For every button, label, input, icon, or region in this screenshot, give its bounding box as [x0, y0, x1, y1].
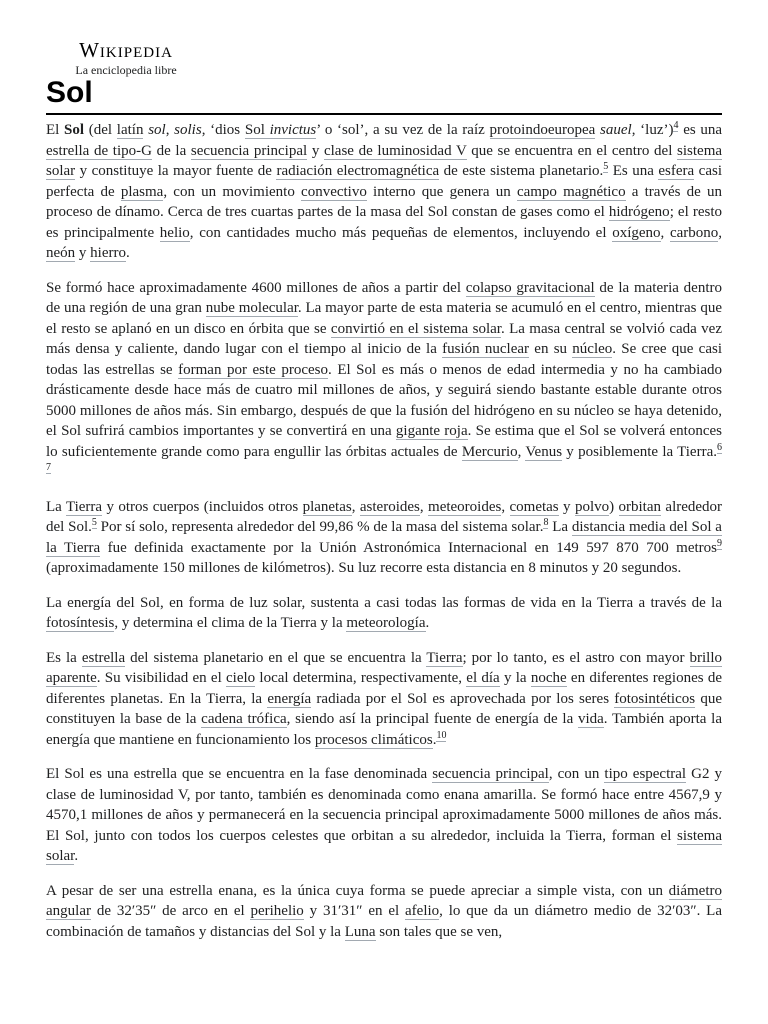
link-luna[interactable]: Luna	[344, 923, 376, 940]
link-perihelio[interactable]: perihelio	[250, 903, 304, 919]
link-gigante-roja[interactable]: gigante roja	[395, 423, 468, 439]
link-tierra[interactable]: Tierra	[65, 498, 103, 515]
link-carbono[interactable]: carbono	[669, 224, 719, 241]
link-latin[interactable]: latín	[116, 122, 144, 138]
link-protoindoeuropea[interactable]: protoindoeuropea	[489, 122, 596, 138]
link-afelio[interactable]: afelio	[405, 903, 440, 919]
link-sistema-solar[interactable]: sistema solar	[46, 142, 723, 179]
link-estrella-tipo-g[interactable]: estrella de tipo-G	[46, 142, 152, 159]
link-dia[interactable]: el día	[466, 670, 500, 686]
link-mercurio[interactable]: Mercurio	[461, 443, 518, 460]
page-title: Sol	[46, 76, 93, 109]
link-polvo[interactable]: polvo	[574, 498, 610, 515]
link-noche[interactable]: noche	[530, 670, 567, 686]
title-divider	[46, 113, 722, 115]
paragraph-3: La Tierra y otros cuerpos (incluidos otros planetas, asteroides, meteoroides, cometas y polvo) orbitan alrededor del Sol.$^5$ Por sí solo, representa alrededor del 99,86 % de la masa del sistema solar.$^8$ La distancia media del Sol a la Tierra fue definida exactamente por la Unión Astronómica Internacional en 149 597 870 700 metros$^9$ (aproximadamente 150 millones de kilómetros). Su luz recorre esta distancia en 8 minutos y 20 segundos.	[46, 498, 723, 576]
link-forman-proceso[interactable]: forman por este proceso	[178, 361, 329, 378]
link-sol-invictus[interactable]: Sol invictus	[244, 122, 317, 138]
paragraph-5: Es la estrella del sistema planetario en el que se encuentra la Tierra; por lo tanto, es el astro con mayor brillo aparente. Su visibilidad en el cielo local determina, respectivamente, el día y la noche en diferentes regiones de diferentes planetas. En la Tierra, la energía radiada por el Sol es aprovechada por los seres fotosintéticos que constituyen la base de la cadena trófica, siendo así la principal fuente de energía de la vida. También aporta la energía que mantiene en funcionamiento los procesos climáticos.$^{10}$	[46, 649, 723, 748]
wikipedia-tagline: La enciclopedia libre	[75, 63, 177, 77]
link-fotosintesis[interactable]: fotosíntesis	[46, 615, 115, 631]
paragraph-4: La energía del Sol, en forma de luz solar, sustenta a casi todas las formas de vida en la Tierra a través de la fotosíntesis, y determina el clima de la Tierra y la meteorología.	[46, 594, 722, 631]
wikipedia-logo[interactable]	[66, 40, 186, 76]
link-cielo[interactable]: cielo	[226, 670, 256, 686]
link-vida[interactable]: vida	[577, 711, 604, 727]
wikipedia-wordmark: Wikipedia	[79, 38, 173, 62]
ref-9[interactable]: 9	[717, 537, 722, 549]
link-radiacion[interactable]: radiación electromagnética	[276, 163, 440, 179]
link-fotosinteticos[interactable]: fotosintéticos	[614, 690, 696, 707]
link-distancia-media[interactable]: distancia media del Sol a la Tierra	[46, 519, 722, 556]
ref-5[interactable]: 5	[603, 161, 609, 172]
link-meteoroides[interactable]: meteoroides	[428, 498, 502, 515]
link-secuencia-principal[interactable]: secuencia principal	[190, 142, 308, 159]
link-convirtio-sistema-solar[interactable]: convirtió en el sistema solar	[330, 320, 501, 337]
link-clase-luminosidad[interactable]: clase de luminosidad V	[323, 142, 467, 159]
link-brillo-aparente[interactable]: brillo aparente	[46, 649, 723, 686]
article-body	[46, 120, 722, 956]
link-secuencia-principal-2[interactable]: secuencia principal	[432, 766, 549, 782]
link-hierro[interactable]: hierro	[90, 245, 126, 261]
article-subject-bold: Sol	[64, 122, 85, 138]
link-campo-magnetico[interactable]: campo magnético	[516, 183, 626, 200]
link-meteorologia[interactable]: meteorología	[346, 615, 426, 631]
link-diametro-angular[interactable]: diámetro angular	[46, 882, 722, 919]
ref-5[interactable]: 5	[91, 517, 97, 528]
link-sistema-solar-2[interactable]: sistema solar	[46, 827, 722, 864]
link-cometas[interactable]: cometas	[509, 498, 559, 515]
link-planetas[interactable]: planetas	[302, 498, 352, 515]
paragraph-6: El Sol es una estrella que se encuentra en la fase denominada secuencia principal, con un tipo espectral G2 y clase de luminosidad V, por tanto, también es denominada como enana amarilla. Se formó hace entre 4567,9 y 4570,1 millones de años y permanecerá en la secuencia principal aproximadamente 5000 millones de años más. El Sol, junto con todos los cuerpos celestes que orbitan a su alrededor, incluida la Tierra, forman el sistema solar.	[46, 766, 723, 864]
ref-8[interactable]: 8	[543, 517, 549, 528]
link-nube-molecular[interactable]: nube molecular	[205, 300, 298, 316]
link-esfera[interactable]: esfera	[658, 163, 695, 179]
link-neon[interactable]: neón	[46, 245, 76, 261]
link-cadena-trofica[interactable]: cadena trófica	[201, 711, 287, 727]
link-fusion-nuclear[interactable]: fusión nuclear	[442, 341, 530, 357]
ref-6[interactable]: 6	[717, 441, 722, 453]
link-oxigeno[interactable]: oxígeno	[612, 224, 661, 241]
link-plasma[interactable]: plasma	[120, 183, 164, 200]
link-procesos-climaticos[interactable]: procesos climáticos	[314, 731, 433, 748]
link-energia[interactable]: energía	[267, 690, 312, 707]
link-orbitan[interactable]: orbitan	[618, 498, 662, 515]
ref-10[interactable]: 10	[436, 729, 447, 741]
link-venus[interactable]: Venus	[525, 443, 563, 460]
link-tipo-espectral[interactable]: tipo espectral	[604, 766, 687, 782]
link-nucleo[interactable]: núcleo	[572, 341, 613, 357]
link-asteroides[interactable]: asteroides	[359, 498, 420, 515]
link-convectivo[interactable]: convectivo	[301, 183, 367, 200]
paragraph-1: El Sol (del latín sol, solis, ‘dios Sol invictus’ o ‘sol’, a su vez de la raíz protoindoeuropea sauel, ‘luz’)$^4$ es una estrella de tipo-G de la secuencia principal y clase de luminosidad V que se encuentra en el centro del sistema solar y constituye la mayor fuente de radiación electromagnética de este sistema planetario.$^5$ Es una esfera casi perfecta de plasma, con un movimiento convectivo interno que genera un campo magnético a través de un proceso de dínamo. Cerca de tres cuartas partes de la masa del Sol constan de gases como el hidrógeno; el resto es principalmente helio, con cantidades mucho más pequeñas de elementos, incluyendo el oxígeno, carbono, neón y hierro.	[46, 120, 723, 261]
link-helio[interactable]: helio	[159, 224, 190, 241]
link-hidrogeno[interactable]: hidrógeno	[608, 204, 670, 220]
ref-7[interactable]: 7	[46, 462, 51, 473]
paragraph-7: A pesar de ser una estrella enana, es la única cuya forma se puede apreciar a simple vista, con un diámetro angular de 32′35″ de arco en el perihelio y 31′31″ en el afelio, lo que da un diámetro medio de 32′03″. La combinación de tamaños y distancias del Sol y la Luna son tales que se ven,	[46, 882, 723, 940]
paragraph-2: Se formó hace aproximadamente 4600 millones de años a partir del colapso gravitacional de la materia dentro de una región de una gran nube molecular. La mayor parte de esta materia se acumuló en el centro, mientras que el resto se aplanó en un disco en órbita que se convirtió en el sistema solar. La masa central se volvió cada vez más densa y caliente, dando lugar con el tiempo al inicio de la fusión nuclear en su núcleo. Se cree que casi todas las estrellas se forman por este proceso. El Sol es más o menos de edad intermedia y no ha cambiado drásticamente desde hace más de cuatro mil millones de años, y seguirá siendo bastante estable durante otros 5000 millones de años más. Sin embargo, después de que la fusión del hidrógeno en su núcleo se haya detenido, el Sol sufrirá cambios importantes y se convertirá en una gigante roja. Se estima que el Sol se volverá entonces lo suficientemente grande como para engullir las órbitas actuales de Mercurio, Venus y posiblemente la Tierra.$^6$ $^7$	[46, 279, 723, 473]
link-estrella[interactable]: estrella	[81, 649, 126, 666]
ref-4[interactable]: 4	[673, 120, 679, 131]
link-tierra-2[interactable]: Tierra	[426, 649, 463, 666]
link-colapso-gravitacional[interactable]: colapso gravitacional	[465, 279, 595, 296]
